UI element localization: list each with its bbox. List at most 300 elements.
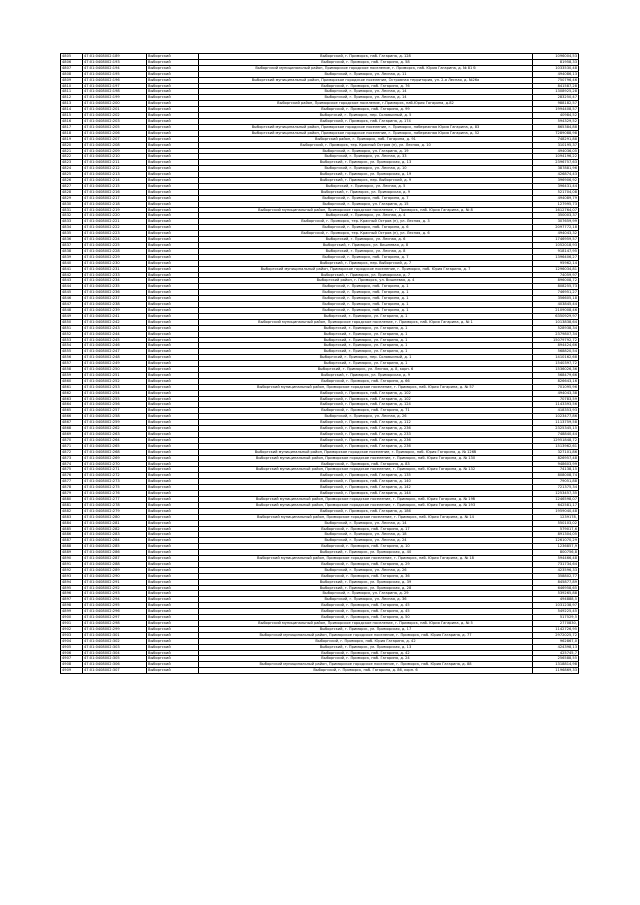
- district-cell: Выборгский: [147, 189, 199, 195]
- value-cell: 549225,45: [533, 609, 579, 615]
- address-cell: Выборгский, г. Приморск, ул. Лесная, д. 6: [199, 237, 533, 243]
- cadastral-number-cell: 47:01:0408002:251: [83, 372, 147, 378]
- row-number-cell: 4856: [61, 355, 83, 361]
- address-cell: Выборгский, г. Приморск, наб. Гагарина, д. 142: [199, 485, 533, 491]
- row-number-cell: 4908: [61, 662, 83, 668]
- address-cell: Выборгский, г. Приморск, ул. Лесная, д. 18: [199, 532, 533, 538]
- address-cell: Выборгский, г. Приморск, пер. Соловьиный, д. 5: [199, 113, 533, 119]
- row-number-cell: 4857: [61, 361, 83, 367]
- district-cell: Выборгский: [147, 496, 199, 502]
- district-cell: Выборгский: [147, 455, 199, 461]
- row-number-cell: 4862: [61, 390, 83, 396]
- row-number-cell: 4868: [61, 426, 83, 432]
- value-cell: 1612764,07: [533, 207, 579, 213]
- row-number-cell: 4848: [61, 307, 83, 313]
- value-cell: 826957,48: [533, 455, 579, 461]
- row-number-cell: 4904: [61, 638, 83, 644]
- address-cell: Выборгский, г. Приморск, тер. Красный Остров (п), ул. Лесная, д. 6: [199, 231, 533, 237]
- row-number-cell: 4893: [61, 573, 83, 579]
- row-number-cell: 4900: [61, 615, 83, 621]
- cadastral-number-cell: 47:01:0408002:237: [83, 296, 147, 302]
- address-cell: Выборгский, г. Приморск, ул. Приморская, д. 13: [199, 644, 533, 650]
- district-cell: Выборгский: [147, 573, 199, 579]
- cadastral-number-cell: 47:01:0408002:194: [83, 65, 147, 71]
- row-number-cell: 4827: [61, 183, 83, 189]
- value-cell: 1033530,48: [533, 65, 579, 71]
- cadastral-number-cell: 47:01:0408002:189: [83, 54, 147, 60]
- value-cell: 539265,88: [533, 591, 579, 597]
- district-cell: Выборгский: [147, 95, 199, 101]
- address-cell: Выборгский муниципальный район, Приморское городское поселение, г. Приморск, набережная Юрия Гагарина, д. 83: [199, 124, 533, 130]
- row-number-cell: 4884: [61, 520, 83, 526]
- row-number-cell: 4907: [61, 656, 83, 662]
- address-cell: Выборгский, г. Приморск, ул. Лесная, д. 11: [199, 71, 533, 77]
- district-cell: Выборгский: [147, 514, 199, 520]
- address-cell: Выборгский, г. Приморск, наб. Гагарина, д. 102: [199, 396, 533, 402]
- address-cell: Выборгский, г. Приморск, наб. Гагарина, д. 1: [199, 302, 533, 308]
- row-number-cell: 4842: [61, 272, 83, 278]
- row-number-cell: 4880: [61, 496, 83, 502]
- address-cell: Выборгский муниципальный район, Приморское городское поселение, г. Приморск, наб. Юрия Гагарина, д. 88: [199, 662, 533, 668]
- row-number-cell: 4833: [61, 219, 83, 225]
- value-cell: 808008,74: [533, 473, 579, 479]
- district-cell: Выборгский: [147, 260, 199, 266]
- district-cell: Выборгский: [147, 508, 199, 514]
- address-cell: Выборгский, г. Приморск, ул. Гагарина, д. 1: [199, 325, 533, 331]
- row-number-cell: 4854: [61, 343, 83, 349]
- district-cell: Выборгский: [147, 526, 199, 532]
- cadastral-number-cell: 47:01:0408002:269: [83, 455, 147, 461]
- row-number-cell: 4870: [61, 437, 83, 443]
- value-cell: 358802,77: [533, 573, 579, 579]
- value-cell: 396906,92: [533, 178, 579, 184]
- row-number-cell: 4891: [61, 561, 83, 567]
- address-cell: Выборгский, г. Приморск, наб. Гагарина, д. 6: [199, 225, 533, 231]
- address-cell: Выборгский муниципальный район, Приморское городское поселение, г. Приморск, наб. Юрия Гагарина, д. № 1: [199, 319, 533, 325]
- row-number-cell: 4909: [61, 668, 83, 674]
- address-cell: Выборгский, г. Приморск, наб. Гагарина, д. 135: [199, 473, 533, 479]
- district-cell: Выборгский: [147, 355, 199, 361]
- row-number-cell: 4892: [61, 567, 83, 573]
- cadastral-number-cell: 47:01:0408002:250: [83, 367, 147, 373]
- cadastral-number-cell: 47:01:0408002:304: [83, 650, 147, 656]
- address-cell: Выборгский муниципальный район, Приморское городское поселение, г. Приморск, наб. Юрия Гагарина, д. № 18: [199, 556, 533, 562]
- address-cell: Выборгский, г. Приморск, ул. Гагарина, д. 19: [199, 148, 533, 154]
- cadastral-number-cell: 47:01:0408002:285: [83, 544, 147, 550]
- value-cell: 1261070,29: [533, 538, 579, 544]
- address-cell: Выборгский район, Приморское городское поселение, г.Приморск, наб.Юрия Гагарина, д.82: [199, 101, 533, 107]
- value-cell: 918147,95: [533, 248, 579, 254]
- register-sheet: [60, 53, 578, 674]
- value-cell: 1994408,57: [533, 107, 579, 113]
- value-cell: 1318814,98: [533, 662, 579, 668]
- cadastral-number-cell: 47:01:0408002:228: [83, 248, 147, 254]
- district-cell: Выборгский: [147, 609, 199, 615]
- row-number-cell: 4841: [61, 266, 83, 272]
- cadastral-number-cell: 47:01:0408002:208: [83, 142, 147, 148]
- cadastral-number-cell: 47:01:0408002:273: [83, 479, 147, 485]
- address-cell: Выборгский, г. Приморск, ул. Лесная, д. 8, корп. 6: [199, 367, 533, 373]
- value-cell: 594466,48: [533, 556, 579, 562]
- cadastral-number-cell: 47:01:0408002:275: [83, 485, 147, 491]
- district-cell: Выборгский: [147, 390, 199, 396]
- value-cell: 1142726,95: [533, 626, 579, 632]
- row-number-cell: 4806: [61, 59, 83, 65]
- row-number-cell: 4882: [61, 508, 83, 514]
- address-cell: Выборгский муниципальный район, Приморское городское поселение, г. Приморск, наб. Юрия Гагарина, д. № 14: [199, 514, 533, 520]
- address-cell: Выборгский, г. Приморск, ул. Лесная, д. 14: [199, 89, 533, 95]
- row-number-cell: 4813: [61, 101, 83, 107]
- address-cell: Выборгский муниципальный район, Приморское городское поселение, г. Приморск, наб. Юрия Гагарина, д. № 130: [199, 455, 533, 461]
- cadastral-number-cell: 47:01:0408002:196: [83, 77, 147, 83]
- cadastral-number-cell: 47:01:0408002:287: [83, 556, 147, 562]
- value-cell: 2109008,46: [533, 307, 579, 313]
- district-cell: Выборгский: [147, 437, 199, 443]
- address-cell: Выборгский муниципальный район, Приморское городское поселение, Островная территория, ул. 2-я Лесная, д. №26а: [199, 77, 533, 83]
- district-cell: Выборгский: [147, 668, 199, 674]
- row-number-cell: 4901: [61, 621, 83, 627]
- cadastral-number-cell: 47:01:0408002:214: [83, 178, 147, 184]
- address-cell: Выборгский муниципальный район, Приморское городское поселение, г. Приморск, набережная Юрия Гагарина, д. 52: [199, 130, 533, 136]
- cadastral-number-cell: 47:01:0408002:277: [83, 496, 147, 502]
- cadastral-number-cell: 47:01:0408002:294: [83, 597, 147, 603]
- row-number-cell: 4878: [61, 485, 83, 491]
- cadastral-number-cell: 47:01:0408002:249: [83, 361, 147, 367]
- district-cell: Выборгский: [147, 532, 199, 538]
- cadastral-number-cell: 47:01:0408002:259: [83, 420, 147, 426]
- row-number-cell: 4830: [61, 201, 83, 207]
- row-number-cell: 4844: [61, 284, 83, 290]
- value-cell: 310195,37: [533, 142, 579, 148]
- cadastral-number-cell: 47:01:0408002:220: [83, 213, 147, 219]
- district-cell: Выборгский: [147, 538, 199, 544]
- row-number-cell: 4890: [61, 556, 83, 562]
- cadastral-number-cell: 47:01:0408002:268: [83, 449, 147, 455]
- row-number-cell: 4831: [61, 207, 83, 213]
- cadastral-number-cell: 47:01:0408002:257: [83, 408, 147, 414]
- row-number-cell: 4897: [61, 597, 83, 603]
- cadastral-number-cell: 47:01:0408002:248: [83, 355, 147, 361]
- cadastral-number-cell: 47:01:0408002:291: [83, 579, 147, 585]
- cadastral-number-cell: 47:01:0408002:253: [83, 384, 147, 390]
- cadastral-number-cell: 47:01:0408002:278: [83, 502, 147, 508]
- value-cell: 721375,34: [533, 485, 579, 491]
- district-cell: Выборгский: [147, 313, 199, 319]
- district-cell: Выборгский: [147, 307, 199, 313]
- row-number-cell: 4875: [61, 467, 83, 473]
- district-cell: Выборгский: [147, 160, 199, 166]
- value-cell: 568820,54: [533, 349, 579, 355]
- address-cell: Выборгский, г. Приморск, наб. Гагарина, д. 29: [199, 561, 533, 567]
- cadastral-number-cell: 47:01:0408002:222: [83, 225, 147, 231]
- value-cell: 748291,88: [533, 136, 579, 142]
- address-cell: Выборгский, г. Приморск, наб. Гагарина, д. 233: [199, 432, 533, 438]
- value-cell: 70783,59: [533, 396, 579, 402]
- cadastral-number-cell: 47:01:0408002:256: [83, 402, 147, 408]
- value-cell: 1296034,81: [533, 266, 579, 272]
- cadastral-number-cell: 47:01:0408002:198: [83, 89, 147, 95]
- row-number-cell: 4823: [61, 160, 83, 166]
- row-number-cell: 4865: [61, 408, 83, 414]
- district-cell: Выборгский: [147, 485, 199, 491]
- row-number-cell: 4805: [61, 54, 83, 60]
- cadastral-number-cell: 47:01:0408002:288: [83, 561, 147, 567]
- cadastral-number-cell: 47:01:0408002:270: [83, 461, 147, 467]
- district-cell: Выборгский: [147, 284, 199, 290]
- row-number-cell: 4899: [61, 609, 83, 615]
- value-cell: 426874,43: [533, 172, 579, 178]
- cadastral-number-cell: 47:01:0408002:303: [83, 644, 147, 650]
- district-cell: Выборгский: [147, 591, 199, 597]
- address-cell: Выборгский, г. Приморск, наб. Гагарина, д. 124: [199, 402, 533, 408]
- value-cell: 494888,5: [533, 597, 579, 603]
- row-number-cell: 4812: [61, 95, 83, 101]
- row-number-cell: 4881: [61, 502, 83, 508]
- value-cell: 1540397,72: [533, 361, 579, 367]
- address-cell: Выборгский, г. Приморск, наб. Юрия Гагарина, д. 42: [199, 638, 533, 644]
- row-number-cell: 4859: [61, 372, 83, 378]
- value-cell: 74059,97: [533, 272, 579, 278]
- cadastral-number-cell: 47:01:0408002:216: [83, 189, 147, 195]
- address-cell: Выборгский, г. Приморск, наб. Гагарина, д. 1: [199, 284, 533, 290]
- address-cell: Выборгский, г. Приморск, наб. Гагарина, д. 1: [199, 296, 533, 302]
- address-cell: Выборгский, г. Приморск, наб. Гагарина, д. 102: [199, 390, 533, 396]
- cadastral-number-cell: 47:01:0408002:206: [83, 130, 147, 136]
- cadastral-number-cell: 47:01:0408002:282: [83, 526, 147, 532]
- district-cell: Выборгский: [147, 561, 199, 567]
- row-number-cell: 4851: [61, 325, 83, 331]
- row-number-cell: 4860: [61, 378, 83, 384]
- address-cell: Выборгский, г. Приморск, наб. Гагарина, д. 99: [199, 107, 533, 113]
- district-cell: Выборгский: [147, 107, 199, 113]
- value-cell: 12951848,72: [533, 437, 579, 443]
- district-cell: Выборгский: [147, 290, 199, 296]
- row-number-cell: 4825: [61, 172, 83, 178]
- district-cell: Выборгский: [147, 372, 199, 378]
- row-number-cell: 4839: [61, 254, 83, 260]
- cadastral-number-cell: 47:01:0408002:201: [83, 107, 147, 113]
- address-cell: Выборгский, г. Приморск, ул. Приморская, д. 7: [199, 272, 533, 278]
- district-cell: Выборгский: [147, 349, 199, 355]
- row-number-cell: 4852: [61, 331, 83, 337]
- row-number-cell: 4849: [61, 313, 83, 319]
- district-cell: Выборгский: [147, 172, 199, 178]
- cadastral-number-cell: 47:01:0408002:286: [83, 550, 147, 556]
- address-cell: Выборгский, г. Приморск, наб. Гагарина, д. 42: [199, 650, 533, 656]
- cadastral-number-cell: 47:01:0408002:244: [83, 331, 147, 337]
- address-cell: Выборгский, г. Приморск, ул. Лесная, д. 8: [199, 248, 533, 254]
- district-cell: Выборгский: [147, 520, 199, 526]
- cadastral-number-cell: 47:01:0408002:290: [83, 573, 147, 579]
- cadastral-number-cell: 47:01:0408002:219: [83, 207, 147, 213]
- value-cell: 307659,99: [533, 219, 579, 225]
- value-cell: 550103,02: [533, 520, 579, 526]
- value-cell: 127995,73: [533, 201, 579, 207]
- row-number-cell: 4821: [61, 148, 83, 154]
- cadastral-number-cell: 47:01:0408002:234: [83, 278, 147, 284]
- address-cell: Выборгский, г. Приморск, ул. Приморская, д. 28: [199, 585, 533, 591]
- cadastral-number-cell: 47:01:0408002:281: [83, 520, 147, 526]
- address-cell: Выборгский, г. Приморск, наб. Гагарина, д. 36: [199, 573, 533, 579]
- value-cell: 750796,46: [533, 77, 579, 83]
- cadastral-number-cell: 47:01:0408002:236: [83, 290, 147, 296]
- district-cell: Выборгский: [147, 195, 199, 201]
- row-number-cell: 4867: [61, 420, 83, 426]
- cadastral-number-cell: 47:01:0408002:210: [83, 154, 147, 160]
- value-cell: 731734,64: [533, 561, 579, 567]
- cadastral-number-cell: 47:01:0408002:203: [83, 118, 147, 124]
- value-cell: 1253457,35: [533, 491, 579, 497]
- cadastral-number-cell: 47:01:0408002:202: [83, 113, 147, 119]
- address-cell: Выборгский, г. Приморск, наб. Гагарина, д. 17: [199, 526, 533, 532]
- address-cell: Выборгский, г. Приморск, наб. Гагарина, д. 112: [199, 420, 533, 426]
- district-cell: Выборгский: [147, 491, 199, 497]
- cadastral-number-cell: 47:01:0408002:283: [83, 532, 147, 538]
- row-number-cell: 4811: [61, 89, 83, 95]
- address-cell: Выборгский, г. Приморск, ул. Гагарина, д. 1: [199, 313, 533, 319]
- cadastral-number-cell: 47:01:0408002:305: [83, 656, 147, 662]
- row-number-cell: 4896: [61, 591, 83, 597]
- district-cell: Выборгский: [147, 337, 199, 343]
- row-number-cell: 4816: [61, 118, 83, 124]
- district-cell: Выборгский: [147, 148, 199, 154]
- address-cell: Выборгский муниципальный район, Приморское городское поселение, г. Приморск, наб. Юрия Гагарина, д. № 19б: [199, 496, 533, 502]
- row-number-cell: 4879: [61, 491, 83, 497]
- cadastral-number-cell: 47:01:0408002:302: [83, 638, 147, 644]
- value-cell: 646958,65: [533, 585, 579, 591]
- row-number-cell: 4815: [61, 113, 83, 119]
- value-cell: 894424,66: [533, 343, 579, 349]
- address-cell: Выборгский, г. Приморск, ул. Лесная, д. 26: [199, 414, 533, 420]
- district-cell: Выборгский: [147, 124, 199, 130]
- cadastral-number-cell: 47:01:0408002:199: [83, 95, 147, 101]
- row-number-cell: 4836: [61, 237, 83, 243]
- value-cell: 2770830,: [533, 621, 579, 627]
- value-cell: 6350929,97: [533, 313, 579, 319]
- value-cell: 2379807,34: [533, 331, 579, 337]
- district-cell: Выборгский: [147, 296, 199, 302]
- address-cell: Выборгский, г. Приморск, ул. Гагарина, д. 15: [199, 201, 533, 207]
- district-cell: Выборгский: [147, 449, 199, 455]
- cadastral-number-cell: 47:01:0408002:195: [83, 71, 147, 77]
- district-cell: Выборгский: [147, 384, 199, 390]
- address-cell: Выборгский муниципальный район, Приморское городское поселение, г. Приморск, наб. Юрия Гагарина, д. № 81 б: [199, 65, 533, 71]
- cadastral-number-cell: 47:01:0408002:212: [83, 166, 147, 172]
- value-cell: 579017,6: [533, 526, 579, 532]
- value-cell: 845877,89: [533, 579, 579, 585]
- row-number-cell: 4846: [61, 296, 83, 302]
- district-cell: Выборгский: [147, 225, 199, 231]
- address-cell: Выборгский, г. Приморск, ул. Лесная, д. 14: [199, 95, 533, 101]
- district-cell: Выборгский: [147, 183, 199, 189]
- cadastral-number-cell: 47:01:0408002:276: [83, 491, 147, 497]
- row-number-cell: 4818: [61, 130, 83, 136]
- value-cell: 2097772,18: [533, 225, 579, 231]
- value-cell: 387881,96: [533, 166, 579, 172]
- cadastral-number-cell: 47:01:0408002:295: [83, 603, 147, 609]
- address-cell: Выборгский муниципальный район, Приморское городское поселение, г. Приморск, наб. Юрия Гагарина, д. 77: [199, 632, 533, 638]
- address-cell: Выборгский, г. Приморск, ул. Приморская, д. 17: [199, 626, 533, 632]
- row-number-cell: 4809: [61, 77, 83, 83]
- address-cell: Выборгский, г. Приморск, пер. Соловьиный, д. 1: [199, 355, 533, 361]
- row-number-cell: 4889: [61, 550, 83, 556]
- value-cell: 494043,38: [533, 390, 579, 396]
- value-cell: 423596,33: [533, 567, 579, 573]
- address-cell: Выборгский, г. Приморск, наб. Гагарина, д. 236: [199, 426, 533, 432]
- row-number-cell: 4861: [61, 384, 83, 390]
- cadastral-number-cell: 47:01:0408002:215: [83, 183, 147, 189]
- value-cell: 256588,55: [533, 656, 579, 662]
- district-cell: Выборгский: [147, 461, 199, 467]
- row-number-cell: 4877: [61, 479, 83, 485]
- cadastral-number-cell: 47:01:0408002:200: [83, 101, 147, 107]
- value-cell: 327101,86: [533, 449, 579, 455]
- value-cell: 81958,33: [533, 59, 579, 65]
- district-cell: Выборгский: [147, 626, 199, 632]
- value-cell: 808255,73: [533, 284, 579, 290]
- address-cell: Выборгский, г. Приморск, ул. Приморская, д. 13: [199, 160, 533, 166]
- value-cell: 2396757,63: [533, 160, 579, 166]
- value-cell: 891304,05: [533, 532, 579, 538]
- address-cell: Выборгский, г. Приморск, ул. Приморская, д. 19: [199, 172, 533, 178]
- row-number-cell: 4866: [61, 414, 83, 420]
- address-cell: Выборгский, г. Приморск, наб. Гагарина, д. 83: [199, 461, 533, 467]
- district-cell: Выборгский: [147, 556, 199, 562]
- district-cell: Выборгский: [147, 426, 199, 432]
- cadastral-number-cell: 47:01:0408002:239: [83, 307, 147, 313]
- cadastral-number-cell: 47:01:0408002:264: [83, 437, 147, 443]
- value-cell: 403845,44: [533, 302, 579, 308]
- address-cell: Выборгский муниципальный район, Приморское городское поселение, г. Приморск, наб. Юрия Гагарина, д. № 5: [199, 621, 533, 627]
- district-cell: Выборгский: [147, 597, 199, 603]
- district-cell: Выборгский: [147, 201, 199, 207]
- row-number-cell: 4864: [61, 402, 83, 408]
- address-cell: Выборгский, г. Приморск, ул. Лесная, д. 10: [199, 166, 533, 172]
- value-cell: 948603,99: [533, 461, 579, 467]
- value-cell: 748840,44: [533, 432, 579, 438]
- row-number-cell: 4863: [61, 396, 83, 402]
- address-cell: Выборгский, г. Приморск, наб. Гагарина, д. 10: [199, 544, 533, 550]
- district-cell: Выборгский: [147, 432, 199, 438]
- row-number-cell: 4810: [61, 83, 83, 89]
- cadastral-number-cell: 47:01:0408002:247: [83, 349, 147, 355]
- district-cell: Выборгский: [147, 237, 199, 243]
- district-cell: Выборгский: [147, 544, 199, 550]
- district-cell: Выборгский: [147, 408, 199, 414]
- address-cell: Выборгский, г. Приморск, ул. Гагарина, д. 1: [199, 361, 533, 367]
- row-number-cell: 4888: [61, 544, 83, 550]
- row-number-cell: 4874: [61, 461, 83, 467]
- district-cell: Выборгский: [147, 615, 199, 621]
- cadastral-number-cell: 47:01:0408002:293: [83, 591, 147, 597]
- value-cell: 356605,18: [533, 296, 579, 302]
- value-cell: 1513962,61: [533, 443, 579, 449]
- district-cell: Выборгский: [147, 567, 199, 573]
- value-cell: 988182,57: [533, 101, 579, 107]
- address-cell: Выборгский, г. Приморск, ул. Лесная, д. 5: [199, 183, 533, 189]
- address-cell: Выборгский, г. Приморск, ул. Приморская, д. 40: [199, 550, 533, 556]
- address-cell: Выборгский, г. Приморск, тер. Красный Остров (п), ул. Лесная, д. 3: [199, 219, 533, 225]
- address-cell: Выборгский, г. Приморск, наб. Гагарина, д. 45: [199, 603, 533, 609]
- district-cell: Выборгский: [147, 402, 199, 408]
- value-cell: 283250,47: [533, 95, 579, 101]
- address-cell: Выборгский муниципальный район, Приморское городское поселение, г. Приморск, наб. Юрия Гагарина, д. № 57: [199, 384, 533, 390]
- district-cell: Выборгский: [147, 467, 199, 473]
- value-cell: 1096004,53: [533, 54, 579, 60]
- cadastral-number-cell: 47:01:0408002:207: [83, 136, 147, 142]
- value-cell: 642581,17: [533, 502, 579, 508]
- address-cell: Выборгский, г. Приморск, ул. Лесная, д. 14: [199, 520, 533, 526]
